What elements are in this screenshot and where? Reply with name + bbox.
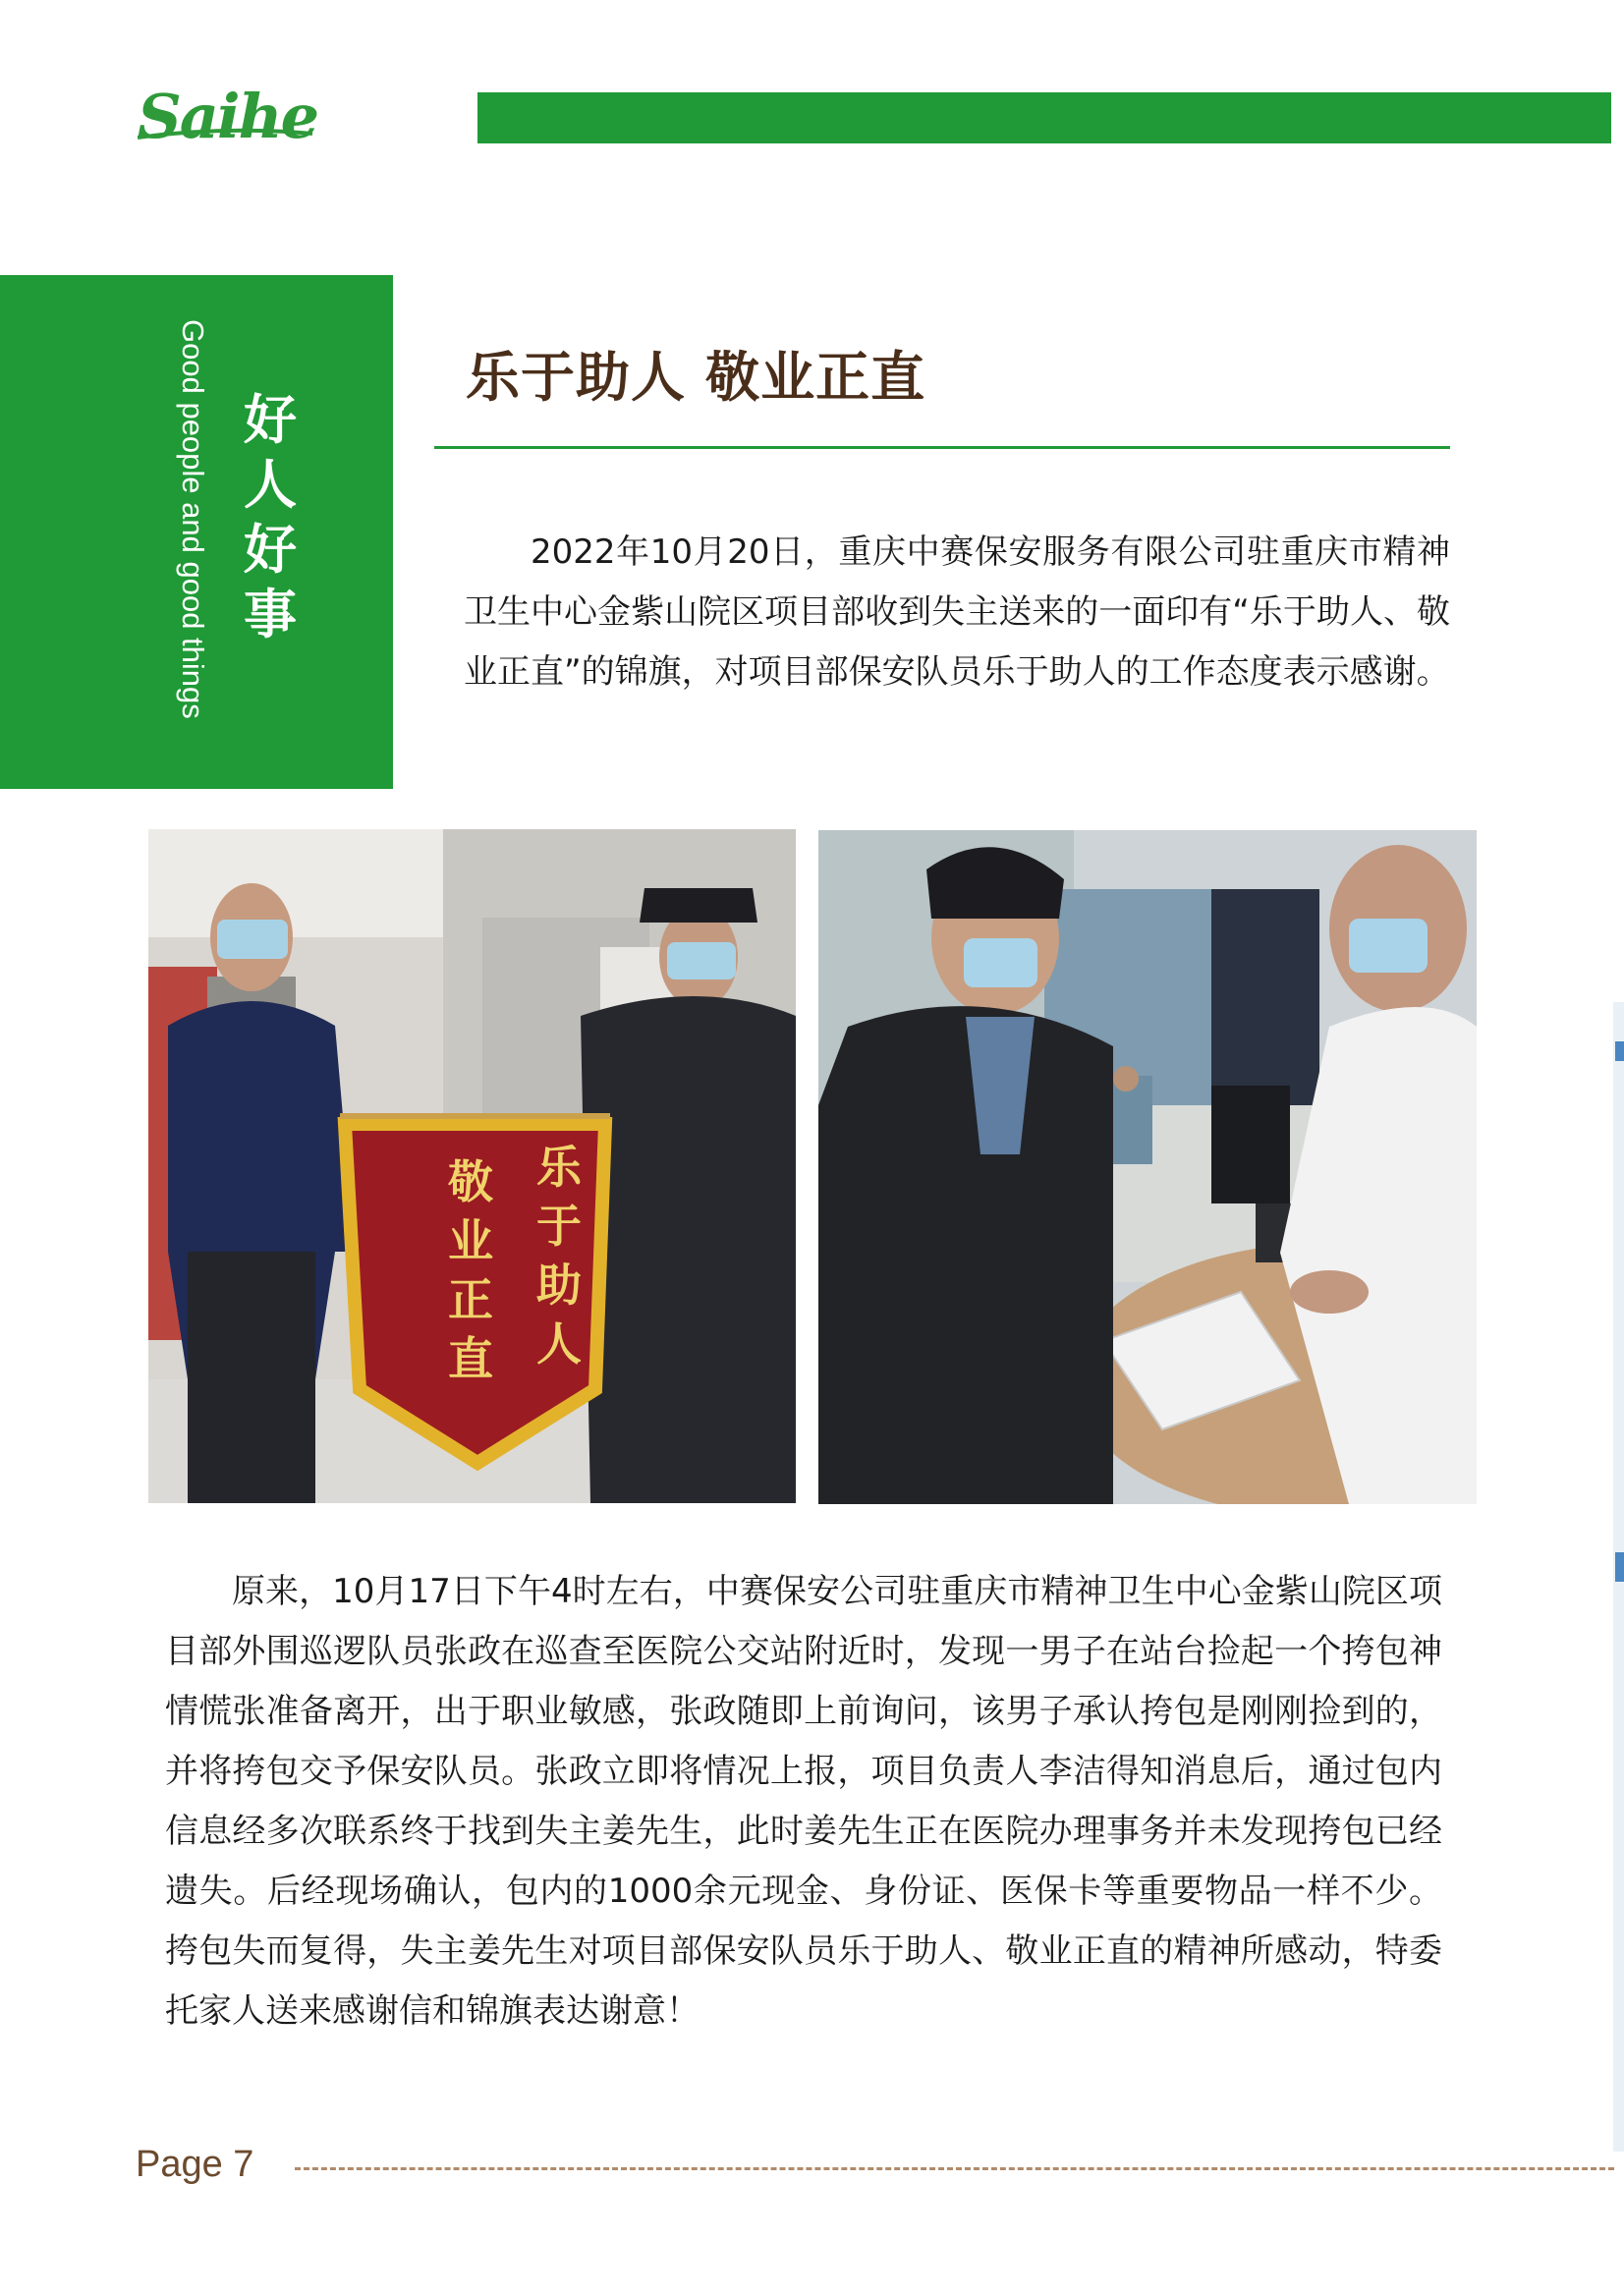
photo-bag-handover xyxy=(818,830,1477,1504)
edge-decoration xyxy=(1599,1002,1624,2152)
section-title-zh: 好人好事 xyxy=(244,389,297,645)
svg-text:正: 正 xyxy=(448,1273,493,1326)
svg-text:人: 人 xyxy=(536,1317,582,1371)
footer-divider xyxy=(295,2167,1614,2170)
header-bar xyxy=(477,92,1611,143)
logo-wordmark: Saihe xyxy=(138,81,318,152)
photo-banner-presentation xyxy=(148,829,796,1503)
svg-text:于: 于 xyxy=(536,1200,582,1253)
banner-text-left: 敬 xyxy=(448,1155,493,1208)
banner-text-right: 乐 xyxy=(536,1141,582,1194)
article-title: 乐于助人 敬业正直 xyxy=(466,346,926,409)
svg-text:直: 直 xyxy=(448,1332,493,1385)
company-logo xyxy=(138,81,354,159)
page-number: Page 7 xyxy=(136,2144,254,2185)
section-title-en: Good people and good things xyxy=(176,319,210,719)
svg-text:业: 业 xyxy=(448,1214,493,1267)
title-divider xyxy=(434,446,1450,449)
article-paragraph-1: 2022年10月20日，重庆中赛保安服务有限公司驻重庆市精神卫生中心金紫山院区项目部收到失主送来的一面印有“乐于助人、敬业正直”的锦旗，对项目部保安队员乐于助人的工作态度表示感谢。 xyxy=(464,532,1450,692)
article-paragraph-2: 原来，10月17日下午4时左右，中赛保安公司驻重庆市精神卫生中心金紫山院区项目部外围巡逻队员张政在巡查至医院公交站附近时，发现一男子在站台捡起一个挎包神情慌张准备离开，出于职业敏感，张政随即上前询问，该男子承认挎包是刚刚捡到的，并将挎包交予保安队员。张政立即将情况上报，项目负责人李洁得知消息后，通过包内信息经多次联系终于找到失主姜先生，此时姜先生正在医院办理事务并未发现挎包已经遗失。后经现场确认，包内的1000余元现金、身份证、医保卡等重要物品一样不少。挎包失而复得，失主姜先生对项目部保安队员乐于助人、敬业正直的精神所感动，特委托家人送来感谢信和锦旗表达谢意！ xyxy=(165,1572,1442,2031)
logo-swoosh-icon xyxy=(138,124,314,143)
svg-text:助: 助 xyxy=(536,1259,582,1312)
